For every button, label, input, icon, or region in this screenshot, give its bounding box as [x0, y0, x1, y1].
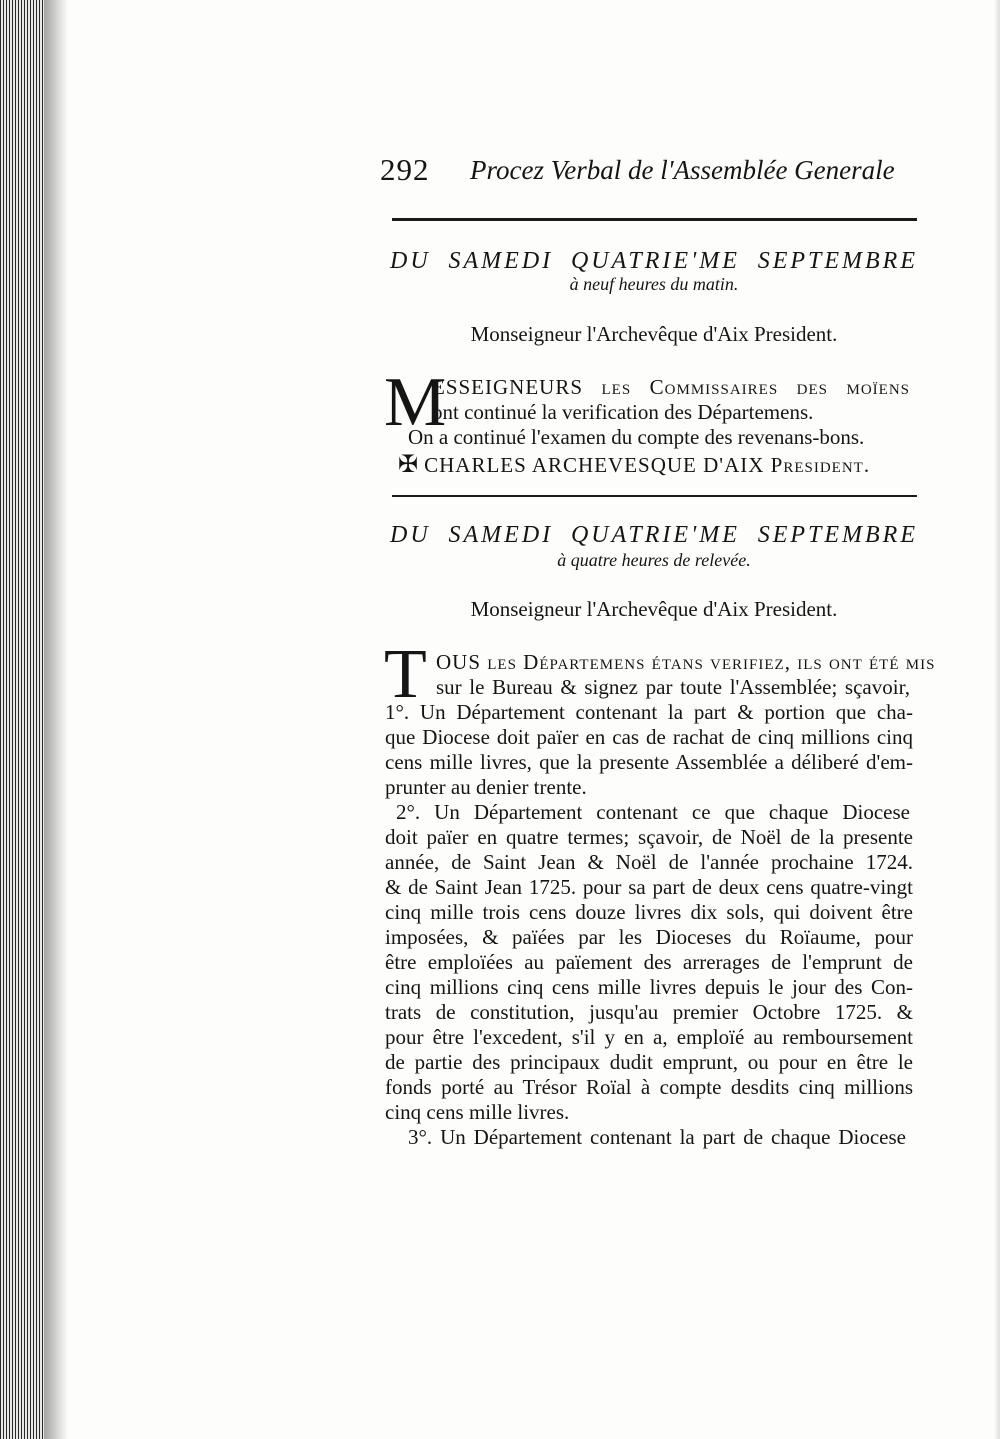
section2-line: cinq millions cinq cens mille livres depuis le jour des Con- — [385, 975, 913, 999]
header-rule — [392, 218, 917, 221]
section1-dropcap: M — [384, 364, 447, 441]
section2-line: 1°. Un Département contenant la part & portion que cha- — [385, 700, 913, 724]
section1-line: ESSEIGNEURS les Commissaires des moïens — [432, 375, 910, 399]
section-divider-rule — [392, 495, 917, 497]
section2-line: 3°. Un Département contenant la part de chaque Diocese — [408, 1125, 906, 1149]
section2-line: OUS les Départemens étans verifiez, ils ont été mis — [436, 650, 936, 674]
section2-line: être emploïées au païement des arrerages de l'emprunt de — [385, 950, 913, 974]
section1-signature — [398, 450, 898, 479]
section1-line: ont continué la verification des Départemens. — [432, 400, 814, 424]
section2-line: de partie des principaux dudit emprunt, ou pour en être le — [385, 1050, 913, 1074]
section2-line: cinq mille trois cens douze livres dix sols, qui doivent être — [385, 900, 913, 924]
page-edge — [994, 0, 1000, 1439]
section1-president: Monseigneur l'Archevêque d'Aix President. — [470, 322, 838, 346]
episcopal-cross-icon: ✠ — [398, 452, 419, 478]
section2-line: sur le Bureau & signez par toute l'Assemblée; sçavoir, — [436, 675, 910, 699]
section2-line: cens mille livres, que la presente Assemblée a déliberé d'em- — [385, 750, 913, 774]
section2-line: que Diocese doit païer en cas de rachat de cinq millions cinq — [385, 725, 913, 749]
gutter-shadow — [44, 0, 68, 1439]
page-header — [380, 152, 920, 196]
page-number: 292 — [380, 152, 430, 187]
running-title: Procez Verbal de l'Assemblée Generale — [470, 155, 895, 185]
section2-line: pour être l'excedent, s'il y en a, emploïé au remboursement — [385, 1025, 913, 1049]
section2-line: 2°. Un Département contenant ce que chaque Diocese — [396, 800, 910, 824]
section2-line: imposées, & païées par les Dioceses du Roïaume, pour — [385, 925, 913, 949]
section1-subtitle: à neuf heures du matin. — [569, 274, 739, 294]
section2-line: fonds porté au Trésor Roïal à compte desdits cinq millions — [385, 1075, 913, 1099]
section2-line: & de Saint Jean 1725. pour sa part de deux cens quatre-vingt — [385, 875, 913, 899]
section2-dropcap: T — [384, 636, 427, 713]
section2-line: cinq cens mille livres. — [385, 1100, 570, 1124]
section1-title: DU SAMEDI QUATRIE'ME SEPTEMBRE — [390, 248, 918, 274]
section2-subtitle: à quatre heures de relevée. — [557, 550, 751, 570]
section2-president: Monseigneur l'Archevêque d'Aix President. — [470, 597, 838, 621]
signature-text: CHARLES ARCHEVESQUE D'AIX President. — [424, 453, 871, 477]
section2-line: prunter au denier trente. — [385, 775, 587, 799]
section1-line: On a continué l'examen du compte des revenans-bons. — [408, 425, 865, 449]
book-spine-edge — [0, 0, 44, 1439]
section2-line: trats de constitution, jusqu'au premier Octobre 1725. & — [385, 1000, 913, 1024]
section2-line: doit païer en quatre termes; sçavoir, de Noël de la presente — [385, 825, 913, 849]
section2-line: année, de Saint Jean & Noël de l'année prochaine 1724. — [385, 850, 913, 874]
section2-title: DU SAMEDI QUATRIE'ME SEPTEMBRE — [390, 522, 918, 548]
